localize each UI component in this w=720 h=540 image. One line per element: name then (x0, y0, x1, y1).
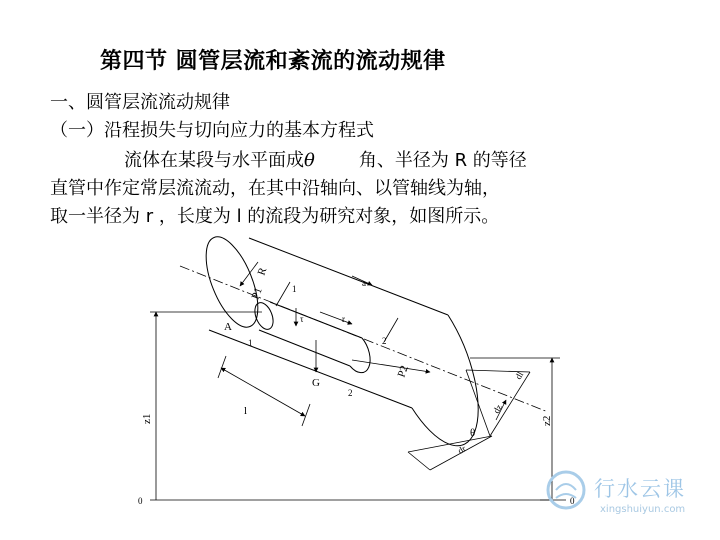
label-P2: P2 (395, 363, 411, 380)
paragraph-text-a: 流体在某段与水平面成 (124, 150, 304, 171)
incline-triangle (408, 370, 530, 470)
label-section1-top: 1 (292, 284, 297, 294)
outer-pipe (195, 230, 478, 446)
label-G: G (312, 377, 320, 389)
watermark-url: xingshuiyun.com (600, 504, 686, 515)
label-tau: τ (300, 314, 304, 324)
subsection-heading: （一）沿程损失与切向应力的基本方程式 (50, 120, 374, 141)
theta-symbol: θ (304, 150, 315, 171)
label-l: l (244, 405, 248, 417)
label-section2-bottom: 2 (348, 388, 353, 398)
label-dr: dr (456, 443, 468, 456)
label-section2-top: 2 (382, 336, 387, 346)
label-section1-bottom: 1 (248, 338, 253, 348)
section-heading: 一、圆管层流流动规律 (50, 92, 230, 113)
slide-title: 第四节 圆管层流和紊流的流动规律 (100, 49, 446, 74)
label-theta: θ (470, 427, 476, 439)
label-z2: z2 (541, 415, 553, 426)
length-dimension (218, 356, 310, 426)
z1-dimension (150, 312, 552, 500)
paragraph-line-3: 取一半径为 r ，长度为 l 的流段为研究对象，如图所示。 (50, 206, 500, 227)
label-dl: dl (513, 369, 526, 381)
label-P1: P1 (249, 285, 265, 302)
watermark (548, 472, 686, 515)
label-a-arrow: a (362, 278, 366, 288)
label-R: R (255, 266, 270, 278)
radius-marker (240, 262, 270, 301)
label-r: r (342, 314, 345, 324)
label-A: A (224, 321, 232, 333)
inner-fluid-element (251, 300, 370, 373)
watermark-name: 行水云课 (594, 477, 686, 501)
paragraph-text-b: 角、半径为 R 的等径 (358, 150, 527, 171)
paragraph-line-2: 直管中作定常层流流动，在其中沿轴向、以管轴线为轴， (50, 178, 500, 199)
label-datum-left: 0 (138, 496, 143, 506)
label-dz: dz (491, 402, 504, 415)
label-z1: z1 (141, 413, 153, 424)
label-datum-right: 0 (570, 496, 575, 506)
watermark-logo-icon (548, 472, 584, 508)
